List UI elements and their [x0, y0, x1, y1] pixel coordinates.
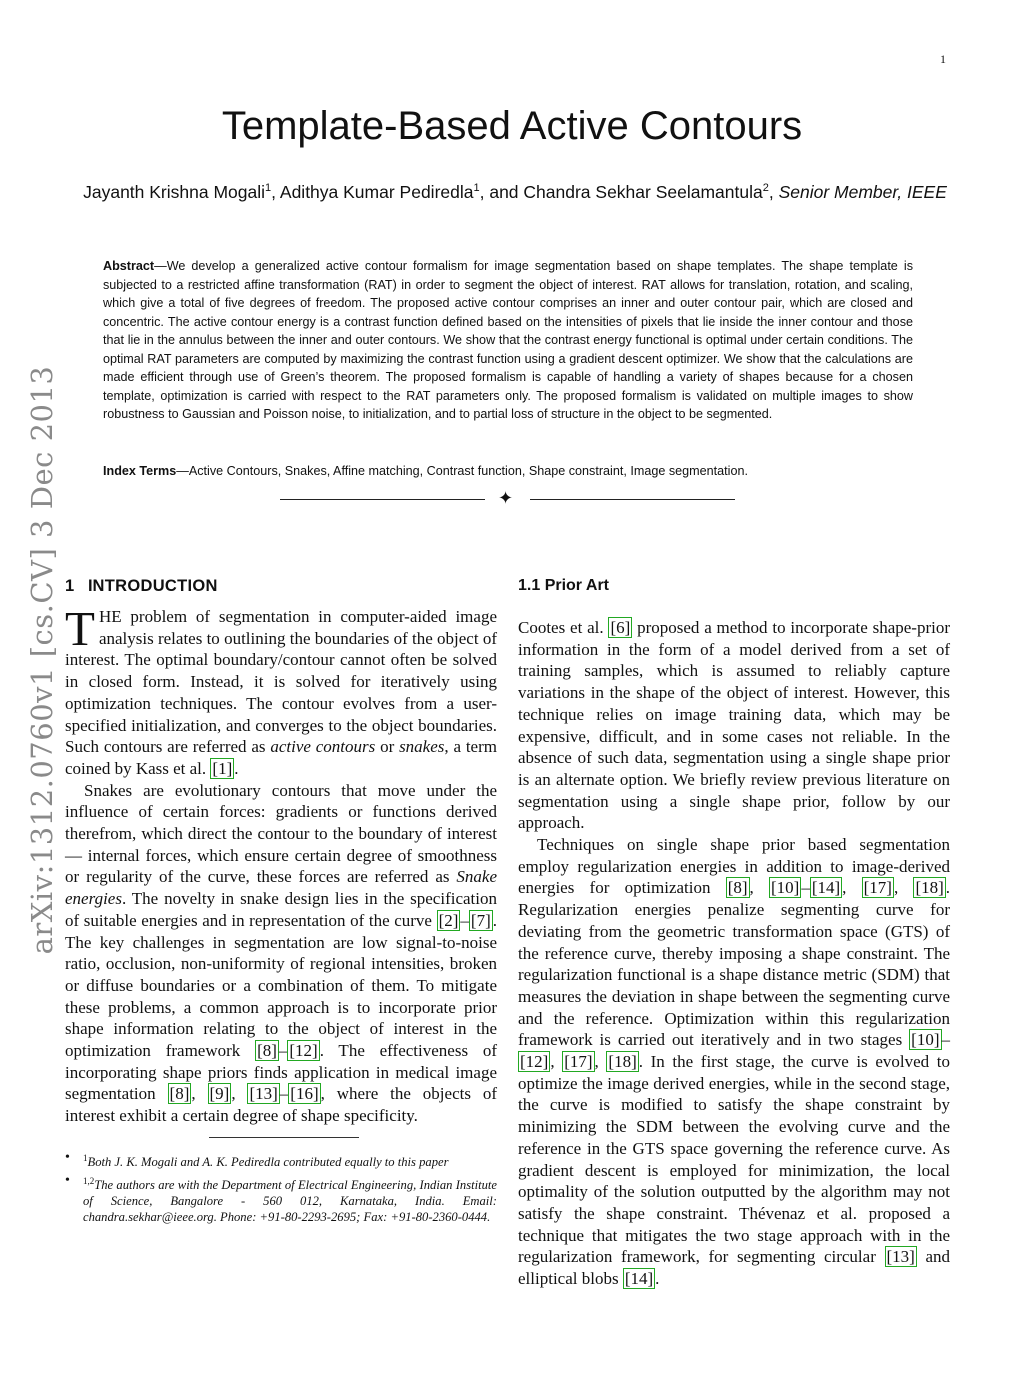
subsection-heading-prior-art: 1.1 Prior Art: [518, 577, 609, 594]
footnote: • $^{1,2}$The authors are with the Department of Electrical Engineering, Indian Institute of Science, Bangalore - 560 012, Karnataka, India. Email: chandra.sekhar@ieee.org. Phone: +91-80-2293-2695; Fax: +91-80-2360-0444.: [65, 1173, 497, 1225]
index-terms: [103, 462, 913, 481]
right-column: [518, 575, 950, 1290]
intro-paragraph-2: Snakes are evolutionary contours that move under the influence of certain forces: gradients or functions derived therefrom, which direct the contour to the boundary of interest — internal forces, which ensure certain degree of smoothness or regularity of the curve, these forces are referred as Snake energies. The novelty in snake design lies in the specification of suitable energies and in representation of the curve [2] – [7] . The key challenges in segmentation are low signal-to-noise ratio, occlusion, non-uniformity of regional intensities, broken or diffuse boundaries or a combination of them. To mitigate these problems, a common approach is to incorporate prior shape information relating to the object of interest in the optimization framework [8] – [12] . The effectiveness of incorporating shape priors finds application in medical image segmentation [8] , [9] , [13] – [16] , where the objects of interest exhibit a certain degree of shape specificity.: [65, 780, 498, 1126]
citation-link[interactable]: [7]: [470, 910, 491, 930]
index-terms-text: —Active Contours, Snakes, Affine matching, Contrast function, Shape constraint, Image segmentation.: [176, 464, 748, 478]
citation-link[interactable]: [8]: [727, 878, 748, 898]
author-role: Senior Member, IEEE: [778, 181, 947, 202]
drop-cap: T: [65, 601, 95, 656]
author-3: Chandra Sekhar Seelamantula: [523, 181, 763, 202]
citation-link[interactable]: [12]: [520, 1052, 549, 1072]
citation-link[interactable]: [10]: [771, 878, 800, 898]
author-2: Adithya Kumar Pediredla: [279, 181, 474, 202]
citation-link[interactable]: [9]: [209, 1084, 230, 1104]
citation-link[interactable]: [13]: [249, 1084, 278, 1104]
citation-link[interactable]: [8]: [169, 1084, 190, 1104]
citation-link[interactable]: [17]: [863, 878, 892, 898]
abstract-text: —We develop a generalized active contour formalism for image segmentation based on shape templates. The shape template is subjected to a restricted affine transformation (RAT) in order to segment the object of interest. RAT allows for translation, rotation, and scaling, which give a total of five degrees of freedom. The proposed active contour comprises an inner and outer contour pair, which are closed and concentric. The active contour energy is a contrast function defined based on the intensities of pixels that lie inside the inner contour and those that lie in the annulus between the inner and outer contours. We show that the contrast energy functional is optimal under certain conditions. The optimal RAT parameters are computed by maximizing the contrast function using a gradient descent optimizer. We show that the calculations are made efficient through use of Green’s theorem. The proposed formalism is capable of handling a variety of shapes because for a chosen template, optimization is carried with respect to the RAT parameters only. The proposed formalism is validated on multiple images to show robustness to Gaussian and Poisson noise, to initialization, and to partial loss of structure in the object to be segmented.: [103, 259, 913, 421]
divider-line-right: [530, 499, 735, 500]
index-terms-label: Index Terms: [103, 464, 177, 478]
citation-link[interactable]: [14]: [811, 878, 841, 898]
divider-star-icon: ✦: [498, 488, 514, 509]
citation-link[interactable]: [17]: [564, 1052, 593, 1072]
citation-link[interactable]: [12]: [289, 1041, 318, 1061]
arxiv-stamp: [12, 360, 72, 960]
citation-link[interactable]: [18]: [915, 878, 944, 898]
citation-link[interactable]: [13]: [886, 1247, 915, 1267]
section-heading-introduction: 1 INTRODUCTION: [65, 577, 218, 595]
author-list: Jayanth Krishna Mogali$^1$, Adithya Kumar Pediredla$^1$, and Chandra Sekhar Seelamantula$^2$, Senior Member, IEEE: [83, 181, 947, 202]
prior-art-paragraph-2: Techniques on single shape prior based segmentation employ regularization energies in addition to image-derived energies for optimization [8] , [10] – [14] , [17] , [18] . Regularization energies penalize segmenting curve for deviating from the geometric transformation space (GTS) of the reference curve, thereby imposing a shape constraint. The regularization functional is a shape distance metric (SDM) that measures the deviation in shape between the segmenting curve and the reference. Optimization within this regularization framework is carried out iteratively and in two stages [10] –[12] , [17] , [18] . In the first stage, the curve is evolved to optimize the image derived energies, while in the second stage, the curve is modified to satisfy the shape constraint by minimizing the SDM between the evolving curve and the reference in the GTS space governing the reference curve. As gradient descent is employed for minimization, the local optimality of the solution outputted by the algorithm may not satisfy the shape constraint. Thévenaz et al. proposed a technique that mitigates the two stage approach with in the regularization framework, for segmenting circular [13] and elliptical blobs [14] .: [518, 835, 951, 1289]
citation-link[interactable]: [6]: [610, 618, 631, 637]
left-column: [65, 575, 497, 1228]
page-number: 1: [940, 52, 946, 66]
footnote: • $^1$Both J. K. Mogali and A. K. Pediredla contributed equally to this paper: [65, 1150, 497, 1170]
arxiv-stamp-text: arXiv:1312.0760v1 [cs.CV] 3 Dec 2013: [25, 365, 59, 955]
citation-link[interactable]: [18]: [608, 1052, 637, 1072]
citation-link[interactable]: [10]: [911, 1030, 940, 1050]
citation-link[interactable]: [14]: [624, 1269, 654, 1289]
abstract-label: Abstract: [103, 259, 155, 273]
footnote-rule: [209, 1137, 359, 1138]
prior-art-paragraph-1: Cootes et al. [6] proposed a method to incorporate shape-prior information in the form of a model derived from a set of training samples, which is assumed to reliably capture variations in the shape of the object of interest. However, this technique relies on image training data, which may be expensive, difficult, and in some cases not reliable. In the absence of such data, segmentation using a single shape prior is an alternate option. We briefly review previous literature on segmentation using a single shape prior, follow by our approach.: [518, 618, 950, 833]
citation-link[interactable]: [8]: [257, 1041, 277, 1061]
intro-paragraph-1: THE problem of segmentation in computer-aided image analysis relates to outlining the boundaries of the object of interest. The optimal boundary/contour cannot often be solved in closed form. Instead, it is solved for iteratively using optimization techniques. The contour evolves from a user-specified initialization, and converges to the object boundaries. Such contours are referred as active contours or snakes, a term coined by Kass et al. [1] .: [65, 601, 497, 778]
section-divider: [280, 490, 735, 510]
divider-line-left: [280, 499, 485, 500]
citation-link[interactable]: [16]: [290, 1084, 319, 1104]
paper-title: Template-Based Active Contours: [221, 104, 803, 148]
abstract: [103, 257, 913, 424]
author-1: Jayanth Krishna Mogali: [83, 181, 266, 202]
footnotes: [65, 1150, 497, 1225]
citation-link[interactable]: [2]: [438, 910, 459, 930]
citation-link[interactable]: [1]: [212, 758, 233, 778]
